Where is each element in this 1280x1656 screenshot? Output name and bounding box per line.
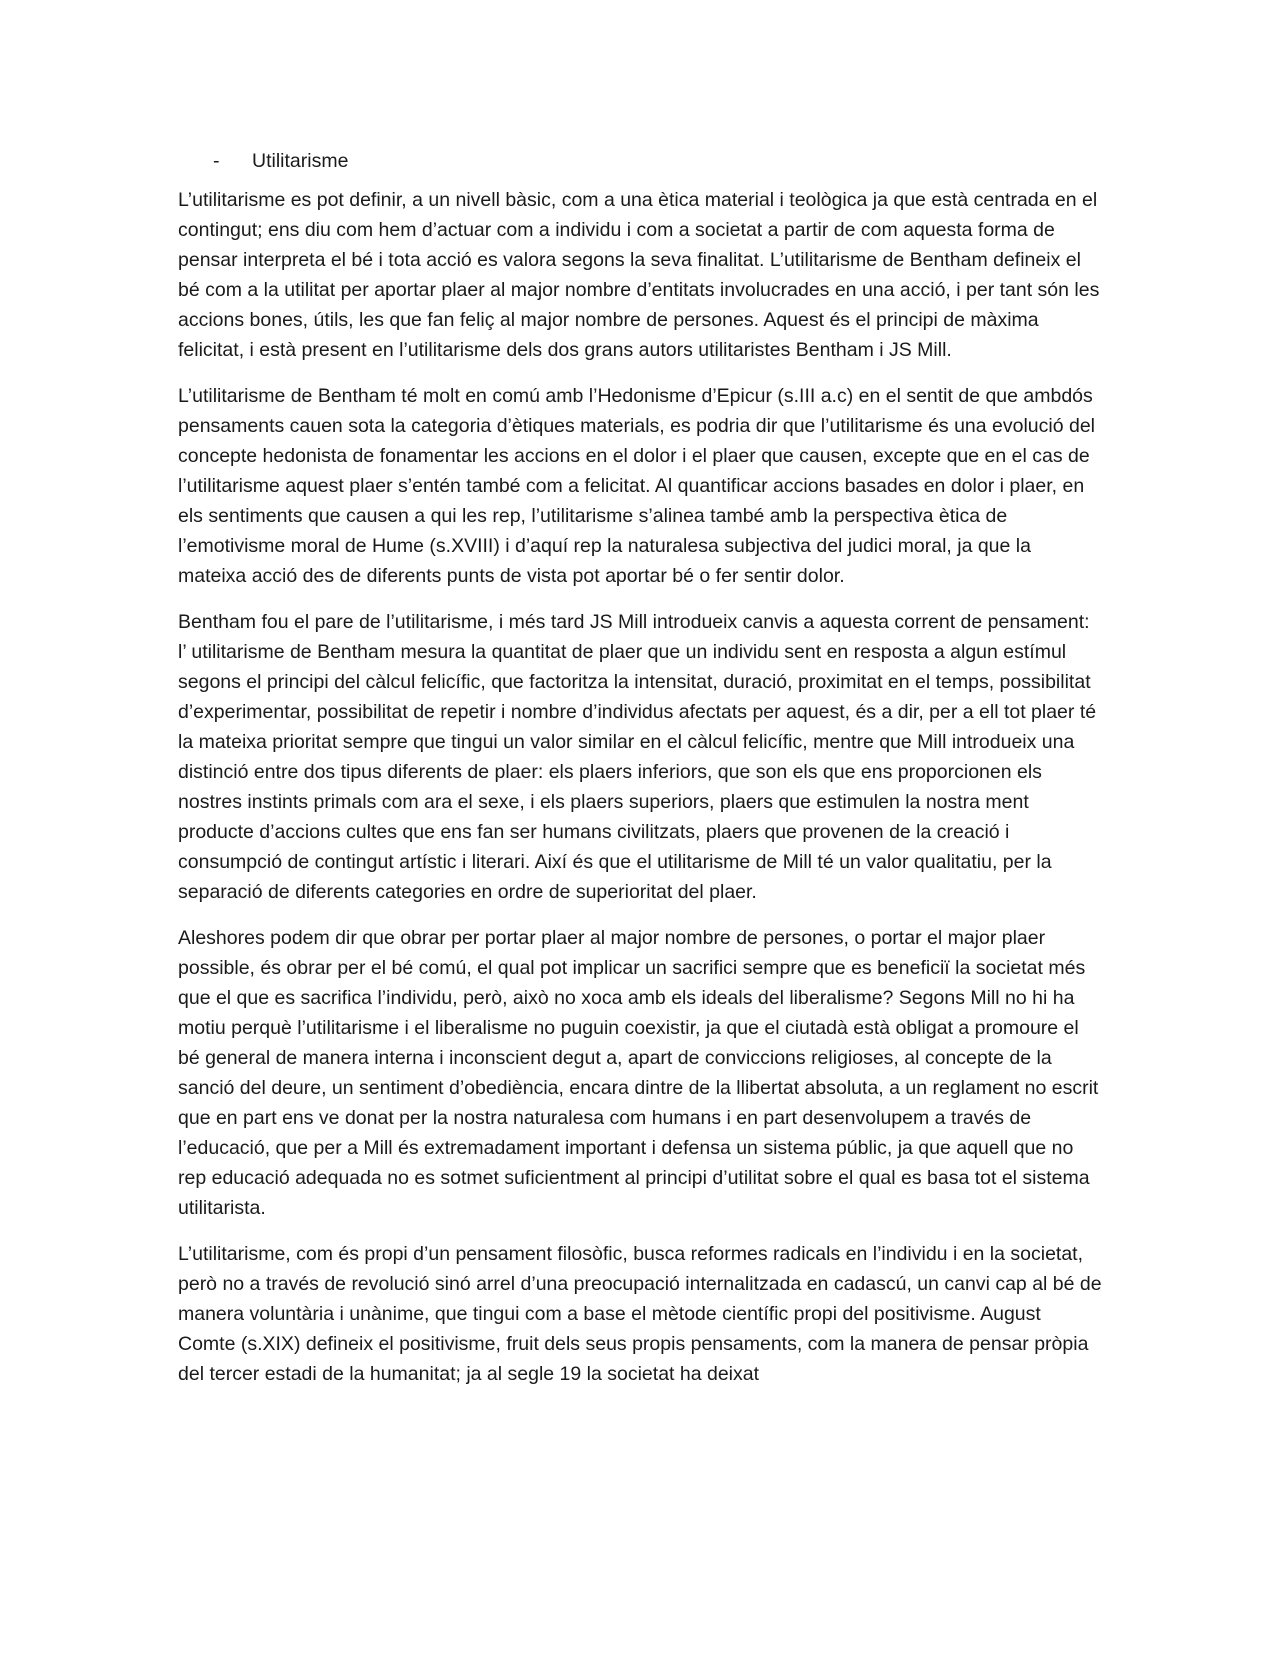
paragraph-2: L’utilitarisme de Bentham té molt en comú amb l’Hedonisme d’Epicur (s.III a.c) en el sentit de que ambdós pensaments cauen sota la categoria d’ètiques materials, es podria dir que l’utilitarisme és una evolució del concepte hedonista de fonamentar les accions en el dolor i el plaer que causen, excepte que en el cas de l’utilitarisme aquest plaer s’entén també com a felicitat. Al quantificar accions basades en dolor i plaer, en els sentiments que causen a qui les rep, l’utilitarisme s’alinea també amb la perspectiva ètica de l’emotivisme moral de Hume (s.XVIII) i d’aquí rep la naturalesa subjectiva del judici moral, ja que la mateixa acció des de diferents punts de vista pot aportar bé o fer sentir dolor.	[178, 385, 1096, 587]
paragraph-1: L’utilitarisme es pot definir, a un nivell bàsic, com a una ètica material i teològica ja que està centrada en el contingut; ens diu com hem d’actuar com a individu i com a societat a partir de com aquesta forma de pensar interpreta el bé i tota acció es valora segons la seva finalitat. L’utilitarisme de Bentham defineix el bé com a la utilitat per aportar plaer al major nombre d’entitats involucrades en una acció, i per tant són les accions bones, útils, les que fan feliç al major nombre de persones. Aquest és el principi de màxima felicitat, i està present en l’utilitarisme dels dos grans autors utilitaristes Bentham i JS Mill.	[178, 189, 1100, 361]
section-heading	[178, 146, 1102, 176]
paragraph-4: Aleshores podem dir que obrar per portar plaer al major nombre de persones, o portar el major plaer possible, és obrar per el bé comú, el qual pot implicar un sacrifici sempre que es beneficiï la societat més que el que es sacrifica l’individu, però, això no xoca amb els ideals del liberalisme? Segons Mill no hi ha motiu perquè l’utilitarisme i el liberalisme no puguin coexistir, ja que el ciutadà està obligat a promoure el bé general de manera interna i inconscient degut a, apart de conviccions religioses, al concepte de la sanció del deure, un sentiment d’obediència, encara dintre de la llibertat absoluta, a un reglament no escrit que en part ens ve donat per la nostra naturalesa com humans i en part desenvolupem a través de l’educació, que per a Mill és extremadament important i defensa un sistema públic, ja que aquell que no rep educació adequada no es sotmet suficientment al principi d’utilitat sobre el qual es basa tot el sistema utilitarista.	[178, 927, 1099, 1219]
list-bullet: -	[213, 150, 220, 172]
section-title: Utilitarisme	[252, 150, 349, 172]
paragraph-3: Bentham fou el pare de l’utilitarisme, i més tard JS Mill introdueix canvis a aquesta corrent de pensament: l’ utilitarisme de Bentham mesura la quantitat de plaer que un individu sent en resposta a algun estímul segons el principi del càlcul felicífic, que factoritza la intensitat, duració, proximitat en el temps, possibilitat d’experimentar, possibilitat de repetir i nombre d’individus afectats per aquest, és a dir, per a ell tot plaer té la mateixa prioritat sempre que tingui un valor similar en el càlcul felicífic, mentre que Mill introdueix una distinció entre dos tipus diferents de plaer: els plaers inferiors, que son els que ens proporcionen els nostres instints primals com ara el sexe, i els plaers superiors, plaers que estimulen la nostra ment producte d’accions cultes que ens fan ser humans civilitzats, plaers que provenen de la creació i consumpció de contingut artístic i literari. Així és que el utilitarisme de Mill té un valor qualitatiu, per la separació de diferents categories en ordre de superioritat del plaer.	[178, 611, 1097, 903]
document-body	[178, 146, 1102, 1405]
paragraph-5: L’utilitarisme, com és propi d’un pensament filosòfic, busca reformes radicals en l’individu i en la societat, però no a través de revolució sinó arrel d’una preocupació internalitzada en cadascú, un canvi cap al bé de manera voluntària i unànime, que tingui com a base el mètode científic propi del positivisme. August Comte (s.XIX) defineix el positivisme, fruit dels seus propis pensaments, com la manera de pensar pròpia del tercer estadi de la humanitat; ja al segle 19 la societat ha deixat	[178, 1243, 1102, 1385]
